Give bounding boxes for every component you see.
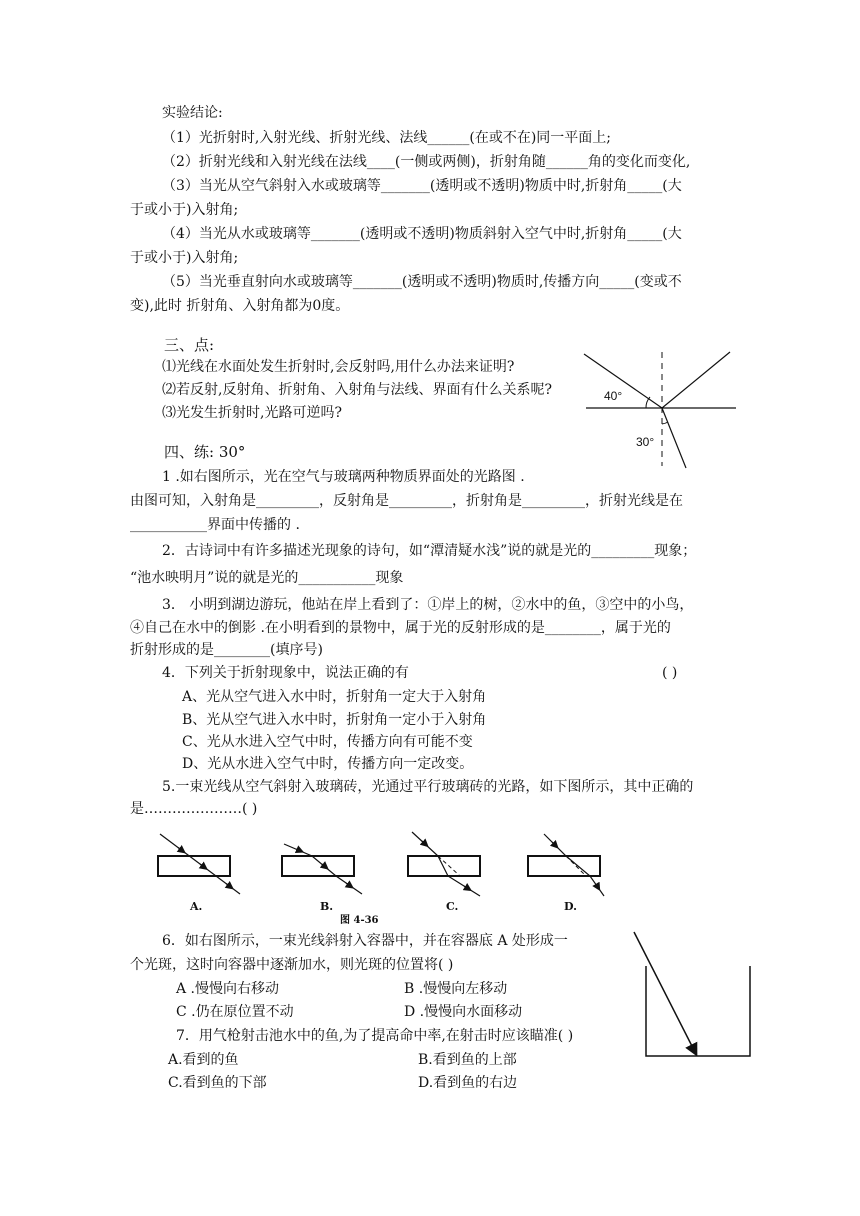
q5-line: 是…………………( ): [130, 801, 258, 817]
container-outline: [646, 966, 750, 1056]
section3-question: ⑴光线在水面处发生折射时,会反射吗,用什么办法来证明?: [162, 359, 515, 375]
label-b: B.: [320, 900, 334, 913]
glass-brick-c: [408, 856, 480, 876]
angle-label-30: 30°: [636, 435, 655, 449]
q1-line: 1 .如右图所示，光在空气与玻璃两种物质界面处的光路图 .: [162, 469, 525, 485]
conclusion-line: （3）当光从空气斜射入水或玻璃等_______(透明或不透明)物质中时,折射角_____(大: [162, 178, 682, 194]
q4-option: D、光从水进入空气中时，传播方向一定改变。: [182, 756, 474, 772]
q5-line: 5.一束光线从空气斜射入玻璃砖，光通过平行玻璃砖的光路，如下图所示，其中正确的: [162, 779, 694, 795]
incident-ray: [584, 354, 662, 408]
conclusion-line: （4）当光从水或玻璃等_______(透明或不透明)物质斜射入空气中时,折射角_____(大: [162, 226, 682, 242]
conclusion-line: 于或小于)入射角;: [130, 250, 239, 266]
q6-option: C .仍在原位置不动: [176, 1004, 294, 1020]
refraction-diagram: [580, 348, 740, 472]
q6-option: B .慢慢向左移动: [404, 981, 508, 997]
label-d: D.: [564, 900, 577, 913]
conclusion-line: （2）折射光线和入射光线在法线____(一侧或两侧)，折射角随______角的变化而变化,: [162, 154, 691, 170]
q1-line: 由图可知，入射角是_________，反射角是_________，折射角是_________，折射光线是在: [130, 493, 683, 509]
angle-label-40: 40°: [604, 389, 623, 403]
section3-title: 三、点:: [164, 336, 215, 354]
glass-brick-d: [528, 856, 600, 876]
glass-brick-b: [282, 856, 354, 876]
section3-question: ⑵若反射,反射角、折射角、入射角与法线、界面有什么关系呢?: [162, 382, 552, 398]
q7-option: D.看到鱼的右边: [418, 1075, 518, 1091]
q4-option: B、光从空气进入水中时，折射角一定小于入射角: [182, 712, 487, 728]
q2-line: 2．古诗词中有许多描述光现象的诗句，如“潭清疑水浅”说的就是光的_________现象；: [162, 543, 697, 559]
q1-line: ___________界面中传播的 .: [130, 517, 300, 533]
section3-question: ⑶光发生折射时,光路可逆吗?: [162, 405, 342, 421]
q7-option: C.看到鱼的下部: [168, 1075, 267, 1091]
angle-arc-bottom: [662, 422, 668, 424]
label-a: A.: [190, 900, 203, 913]
section4-title: 四、练: 30°: [164, 443, 246, 461]
q3-line: 3． 小明到湖边游玩，他站在岸上看到了：①岸上的树，②水中的鱼，③空中的小鸟，: [162, 597, 694, 613]
refracted-ray: [662, 408, 686, 468]
q7-stem: 7．用气枪射击池水中的鱼,为了提高命中率,在射击时应该瞄准( ): [176, 1028, 574, 1044]
container-diagram: [624, 926, 764, 1066]
q4-answer-blank: ( ): [662, 665, 678, 681]
q3-line: 折射形成的是________(填序号): [130, 642, 323, 658]
q6-option: D .慢慢向水面移动: [404, 1004, 523, 1020]
ray-c-dashed: [438, 856, 460, 876]
conclusions-title: 实验结论:: [162, 105, 223, 121]
light-ray: [634, 932, 696, 1054]
q7-option: B.看到鱼的上部: [418, 1052, 517, 1068]
figure-caption: 图 4-36: [340, 915, 379, 926]
q7-option: A.看到的鱼: [168, 1052, 239, 1068]
q6-line: 个光斑，这时向容器中逐渐加水，则光斑的位置将( ): [130, 957, 454, 973]
label-c: C.: [446, 900, 459, 913]
q4-option: A、光从空气进入水中时，折射角一定大于入射角: [182, 689, 487, 705]
glass-brick-figures: [140, 824, 620, 924]
conclusion-line: （1）光折射时,入射光线、折射光线、法线______(在或不在)同一平面上;: [162, 130, 611, 146]
reflected-ray: [662, 352, 730, 408]
q2-line: “池水映明月”说的就是光的___________现象: [130, 570, 404, 586]
conclusion-line: 于或小于)入射角;: [130, 202, 239, 218]
q6-line: 6．如右图所示，一束光线斜射入容器中，并在容器底 A 处形成一: [162, 933, 568, 949]
q4-stem: 4．下列关于折射现象中，说法正确的有: [162, 665, 409, 681]
q4-option: C、光从水进入空气中时，传播方向有可能不变: [182, 734, 473, 750]
conclusion-line: （5）当光垂直射向水或玻璃等_______(透明或不透明)物质时,传播方向_____(变或不: [162, 274, 682, 290]
q3-line: ④自己在水中的倒影 .在小明看到的景物中，属于光的反射形成的是________，属于光的: [130, 620, 671, 636]
conclusion-line: 变),此时 折射角、入射角都为0度。: [130, 298, 350, 314]
q6-option: A .慢慢向右移动: [176, 981, 280, 997]
